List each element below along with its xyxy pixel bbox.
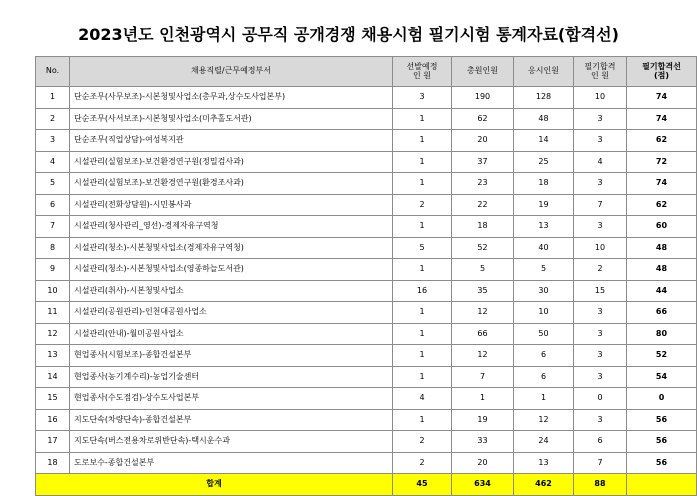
cell-passers: 3 bbox=[574, 366, 627, 388]
cell-position: 도로보수-종합건설본부 bbox=[70, 452, 393, 474]
cell-no: 9 bbox=[36, 259, 70, 281]
cell-examinees: 50 bbox=[514, 323, 574, 345]
cell-cutoff: 56 bbox=[627, 431, 697, 453]
cell-recruit: 2 bbox=[393, 452, 452, 474]
cell-passers: 2 bbox=[574, 259, 627, 281]
cell-recruit: 1 bbox=[393, 366, 452, 388]
cell-position: 현업종사(수도점검)-상수도사업본부 bbox=[70, 388, 393, 410]
cell-applicants: 12 bbox=[452, 345, 514, 367]
cell-recruit: 1 bbox=[393, 151, 452, 173]
cell-passers: 6 bbox=[574, 431, 627, 453]
cell-examinees: 25 bbox=[514, 151, 574, 173]
cell-recruit: 5 bbox=[393, 237, 452, 259]
cell-no: 12 bbox=[36, 323, 70, 345]
header-applicants: 총원인원 bbox=[452, 57, 514, 87]
cell-position: 단순조무(직업상담)-여성복지관 bbox=[70, 130, 393, 152]
table-row bbox=[36, 173, 697, 195]
cell-applicants: 5 bbox=[452, 259, 514, 281]
cell-applicants: 12 bbox=[452, 302, 514, 324]
cell-passers: 3 bbox=[574, 323, 627, 345]
cell-recruit: 1 bbox=[393, 345, 452, 367]
cell-passers: 3 bbox=[574, 345, 627, 367]
cell-cutoff: 0 bbox=[627, 388, 697, 410]
cell-examinees: 18 bbox=[514, 173, 574, 195]
cell-examinees: 6 bbox=[514, 345, 574, 367]
table-row bbox=[36, 452, 697, 474]
stats-table bbox=[35, 56, 697, 496]
total-label: 합계 bbox=[36, 474, 393, 496]
cell-applicants: 62 bbox=[452, 108, 514, 130]
cell-no: 3 bbox=[36, 130, 70, 152]
table-row bbox=[36, 431, 697, 453]
cell-position: 시설관리(취사)-시본청및사업소 bbox=[70, 280, 393, 302]
cell-examinees: 14 bbox=[514, 130, 574, 152]
table-row bbox=[36, 366, 697, 388]
cell-passers: 3 bbox=[574, 108, 627, 130]
cell-passers: 3 bbox=[574, 302, 627, 324]
header-cutoff-label: 필기합격선 (점) bbox=[642, 62, 681, 80]
cell-examinees: 12 bbox=[514, 409, 574, 431]
cell-no: 8 bbox=[36, 237, 70, 259]
cell-examinees: 40 bbox=[514, 237, 574, 259]
cell-no: 17 bbox=[36, 431, 70, 453]
cell-recruit: 16 bbox=[393, 280, 452, 302]
cell-no: 18 bbox=[36, 452, 70, 474]
cell-position: 시설관리(청소)-시본청및사업소(영종하늘도서관) bbox=[70, 259, 393, 281]
cell-no: 16 bbox=[36, 409, 70, 431]
cell-no: 2 bbox=[36, 108, 70, 130]
cell-applicants: 23 bbox=[452, 173, 514, 195]
cell-recruit: 2 bbox=[393, 431, 452, 453]
header-examinees: 응시인원 bbox=[514, 57, 574, 87]
table-row bbox=[36, 130, 697, 152]
cell-cutoff: 44 bbox=[627, 280, 697, 302]
cell-no: 13 bbox=[36, 345, 70, 367]
cell-position: 단순조무(사서보조)-시본청및사업소(미추홀도서관) bbox=[70, 108, 393, 130]
cell-position: 시설관리(실험보조)-보건환경연구원(정밀검사과) bbox=[70, 151, 393, 173]
total-applicants: 634 bbox=[452, 474, 514, 496]
cell-examinees: 13 bbox=[514, 452, 574, 474]
cell-no: 10 bbox=[36, 280, 70, 302]
cell-examinees: 48 bbox=[514, 108, 574, 130]
page-title: 2023년도 인천광역시 공무직 공개경쟁 채용시험 필기시험 통계자료(합격선) bbox=[78, 25, 619, 44]
cell-applicants: 22 bbox=[452, 194, 514, 216]
cell-applicants: 1 bbox=[452, 388, 514, 410]
cell-recruit: 1 bbox=[393, 216, 452, 238]
cell-cutoff: 48 bbox=[627, 237, 697, 259]
cell-recruit: 1 bbox=[393, 302, 452, 324]
cell-no: 4 bbox=[36, 151, 70, 173]
cell-position: 시설관리(실험보조)-보건환경연구원(환경조사과) bbox=[70, 173, 393, 195]
table-row bbox=[36, 259, 697, 281]
table-row bbox=[36, 302, 697, 324]
cell-position: 시설관리(청사관리_영선)-경제자유구역청 bbox=[70, 216, 393, 238]
cell-cutoff: 62 bbox=[627, 194, 697, 216]
header-position: 채용직렬/근무예정부서 bbox=[70, 57, 393, 87]
cell-no: 6 bbox=[36, 194, 70, 216]
table-row bbox=[36, 323, 697, 345]
cell-cutoff: 72 bbox=[627, 151, 697, 173]
header-no: No. bbox=[36, 57, 70, 87]
header-passers-label: 필기합격 인 원 bbox=[584, 62, 616, 80]
cell-applicants: 37 bbox=[452, 151, 514, 173]
cell-no: 11 bbox=[36, 302, 70, 324]
cell-examinees: 30 bbox=[514, 280, 574, 302]
table-row bbox=[36, 151, 697, 173]
cell-cutoff: 66 bbox=[627, 302, 697, 324]
cell-cutoff: 54 bbox=[627, 366, 697, 388]
cell-cutoff: 62 bbox=[627, 130, 697, 152]
cell-examinees: 24 bbox=[514, 431, 574, 453]
cell-position: 단순조무(사무보조)-시본청및사업소(총무과,상수도사업본부) bbox=[70, 87, 393, 109]
header-cutoff bbox=[627, 57, 697, 87]
cell-examinees: 1 bbox=[514, 388, 574, 410]
cell-position: 지도단속(버스전용차로위반단속)-택시운수과 bbox=[70, 431, 393, 453]
cell-cutoff: 80 bbox=[627, 323, 697, 345]
cell-passers: 0 bbox=[574, 388, 627, 410]
cell-recruit: 1 bbox=[393, 259, 452, 281]
table-row bbox=[36, 409, 697, 431]
cell-passers: 10 bbox=[574, 87, 627, 109]
cell-recruit: 1 bbox=[393, 409, 452, 431]
cell-position: 지도단속(차량단속)-종합건설본부 bbox=[70, 409, 393, 431]
table-row bbox=[36, 108, 697, 130]
cell-examinees: 6 bbox=[514, 366, 574, 388]
cell-position: 시설관리(청소)-시본청및사업소(경제자유구역청) bbox=[70, 237, 393, 259]
cell-examinees: 13 bbox=[514, 216, 574, 238]
cell-cutoff: 48 bbox=[627, 259, 697, 281]
cell-applicants: 33 bbox=[452, 431, 514, 453]
cell-passers: 3 bbox=[574, 216, 627, 238]
total-cutoff bbox=[627, 474, 697, 496]
header-recruit-label: 선발예정 인 원 bbox=[406, 62, 438, 80]
total-row bbox=[36, 474, 697, 496]
cell-applicants: 7 bbox=[452, 366, 514, 388]
table-row bbox=[36, 87, 697, 109]
table-row bbox=[36, 237, 697, 259]
total-examinees: 462 bbox=[514, 474, 574, 496]
cell-passers: 4 bbox=[574, 151, 627, 173]
cell-passers: 3 bbox=[574, 130, 627, 152]
cell-position: 시설관리(전화상담원)-시민봉사과 bbox=[70, 194, 393, 216]
header-row bbox=[36, 57, 697, 87]
cell-passers: 15 bbox=[574, 280, 627, 302]
cell-no: 7 bbox=[36, 216, 70, 238]
cell-cutoff: 74 bbox=[627, 87, 697, 109]
cell-position: 시설관리(안내)-월미공원사업소 bbox=[70, 323, 393, 345]
cell-examinees: 10 bbox=[514, 302, 574, 324]
table-row bbox=[36, 345, 697, 367]
cell-passers: 7 bbox=[574, 452, 627, 474]
table-row bbox=[36, 388, 697, 410]
cell-recruit: 1 bbox=[393, 130, 452, 152]
cell-recruit: 4 bbox=[393, 388, 452, 410]
cell-recruit: 1 bbox=[393, 323, 452, 345]
cell-no: 14 bbox=[36, 366, 70, 388]
cell-applicants: 20 bbox=[452, 452, 514, 474]
total-passers: 88 bbox=[574, 474, 627, 496]
header-recruit bbox=[393, 57, 452, 87]
cell-examinees: 128 bbox=[514, 87, 574, 109]
cell-recruit: 3 bbox=[393, 87, 452, 109]
total-recruit: 45 bbox=[393, 474, 452, 496]
cell-cutoff: 52 bbox=[627, 345, 697, 367]
cell-position: 시설관리(공원관리)-인천대공원사업소 bbox=[70, 302, 393, 324]
cell-cutoff: 74 bbox=[627, 173, 697, 195]
cell-applicants: 19 bbox=[452, 409, 514, 431]
header-passers bbox=[574, 57, 627, 87]
cell-recruit: 2 bbox=[393, 194, 452, 216]
cell-cutoff: 60 bbox=[627, 216, 697, 238]
cell-applicants: 52 bbox=[452, 237, 514, 259]
table-row bbox=[36, 216, 697, 238]
cell-passers: 3 bbox=[574, 173, 627, 195]
cell-recruit: 1 bbox=[393, 173, 452, 195]
cell-position: 현업종사(농기계수리)-농업기술센터 bbox=[70, 366, 393, 388]
cell-applicants: 35 bbox=[452, 280, 514, 302]
cell-applicants: 18 bbox=[452, 216, 514, 238]
cell-applicants: 20 bbox=[452, 130, 514, 152]
cell-recruit: 1 bbox=[393, 108, 452, 130]
table-row bbox=[36, 194, 697, 216]
cell-no: 15 bbox=[36, 388, 70, 410]
cell-examinees: 19 bbox=[514, 194, 574, 216]
cell-cutoff: 74 bbox=[627, 108, 697, 130]
cell-passers: 7 bbox=[574, 194, 627, 216]
cell-position: 현업종사(시험보조)-종합건설본부 bbox=[70, 345, 393, 367]
cell-applicants: 190 bbox=[452, 87, 514, 109]
cell-examinees: 5 bbox=[514, 259, 574, 281]
table-row bbox=[36, 280, 697, 302]
cell-no: 1 bbox=[36, 87, 70, 109]
cell-cutoff: 56 bbox=[627, 452, 697, 474]
cell-no: 5 bbox=[36, 173, 70, 195]
cell-passers: 3 bbox=[574, 409, 627, 431]
cell-cutoff: 56 bbox=[627, 409, 697, 431]
cell-passers: 10 bbox=[574, 237, 627, 259]
cell-applicants: 66 bbox=[452, 323, 514, 345]
